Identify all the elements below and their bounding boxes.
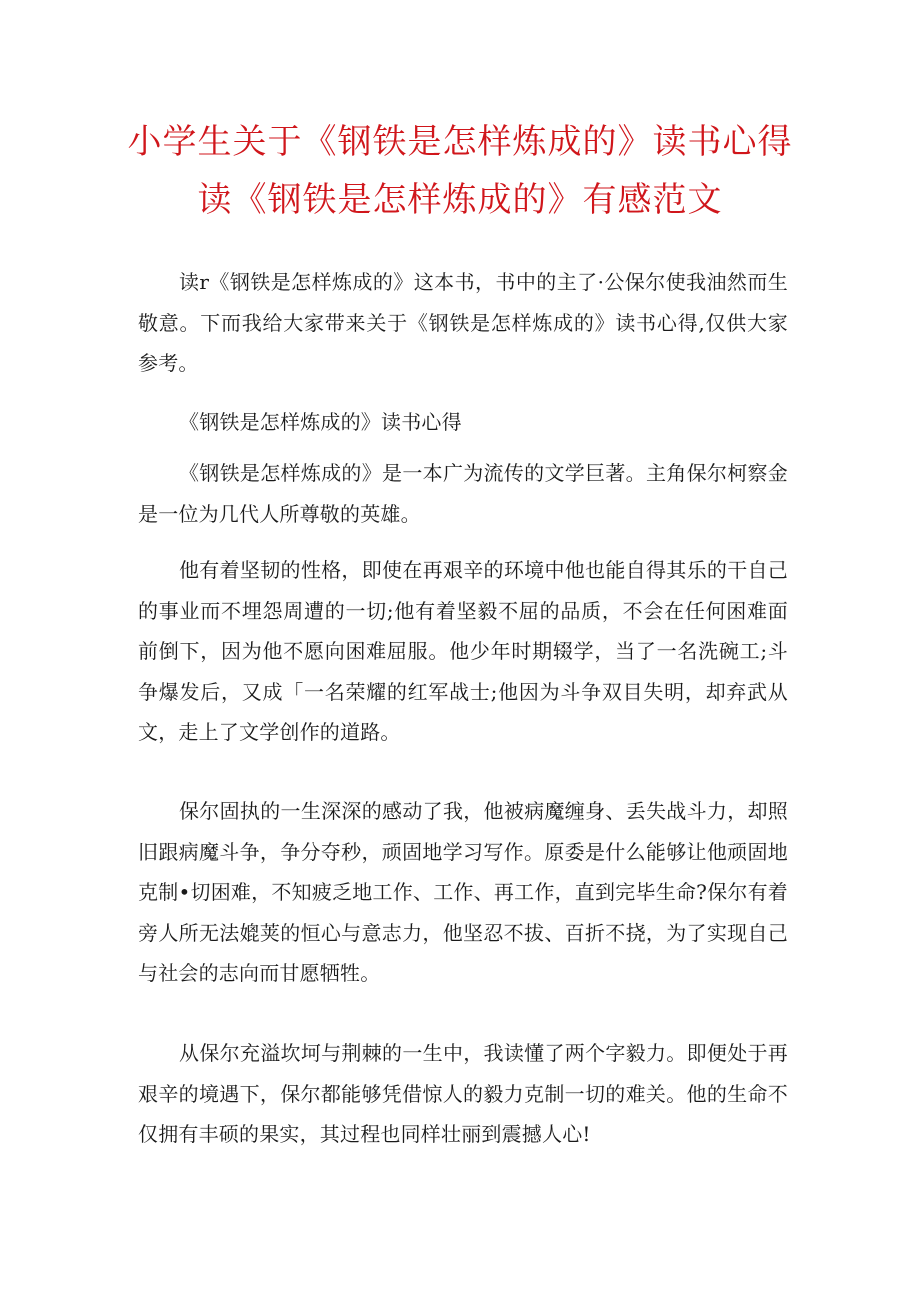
body-paragraph: 他有着坚韧的性格，即使在再艰辛的环境中他也能自得其乐的干自己的事业而不埋怨周遭的一切;他有着坚毅不屈的品质，不会在任何困难面前倒下，因为他不愿向困难屈服。他少年时期辍学，当了一名洗碗工;斗争爆发后，又成「一名荣耀的红军战士;他因为斗争双目失明，却弃武从文，走上了文学创作的道路。: [138, 558, 788, 744]
section-heading: 《钢铁是怎样炼成的》读书心得: [179, 410, 462, 434]
document-title-line-1: 小学生关于《钢铁是怎样炼成的》读书心得: [127, 122, 793, 162]
intro-paragraph: 读r《钢铁是怎样炼成的》这本书，书中的主了·公保尔使我油然而生敬意。下而我给大家带来关于《钢铁是怎样炼成的》读书心得,仅供大家参考。: [138, 270, 788, 375]
body-paragraph: 保尔固执的一生深深的感动了我，他被病魔缠身、丢失战斗力，却照旧跟病魔斗争，争分夺秒，顽固地学习写作。原委是什么能够让他顽固地克制•切困难，不知疲乏地工作、工作、再工作，直到完毕生命?保尔有着旁人所无法媲荚的恒心与意志力，他坚忍不拔、百折不挠，为了实现自己与社会的志向而甘愿牺牲。: [138, 799, 788, 985]
body-paragraph: 从保尔充溢坎坷与荆棘的一生中，我读懂了两个字毅力。即便处于再艰辛的境遇下，保尔都能够凭借惊人的毅力克制一切的难关。他的生命不仅拥有丰硕的果实，其过程也同样壮丽到震撼人心!: [138, 1041, 788, 1146]
body-paragraph: 《钢铁是怎样炼成的》是一本广为流传的文学巨著。主角保尔柯察金是一位为几代人所尊敬的英雄。: [138, 461, 788, 526]
document-title-line-2: 读《钢铁是怎样炼成的》有感范文: [197, 180, 723, 220]
